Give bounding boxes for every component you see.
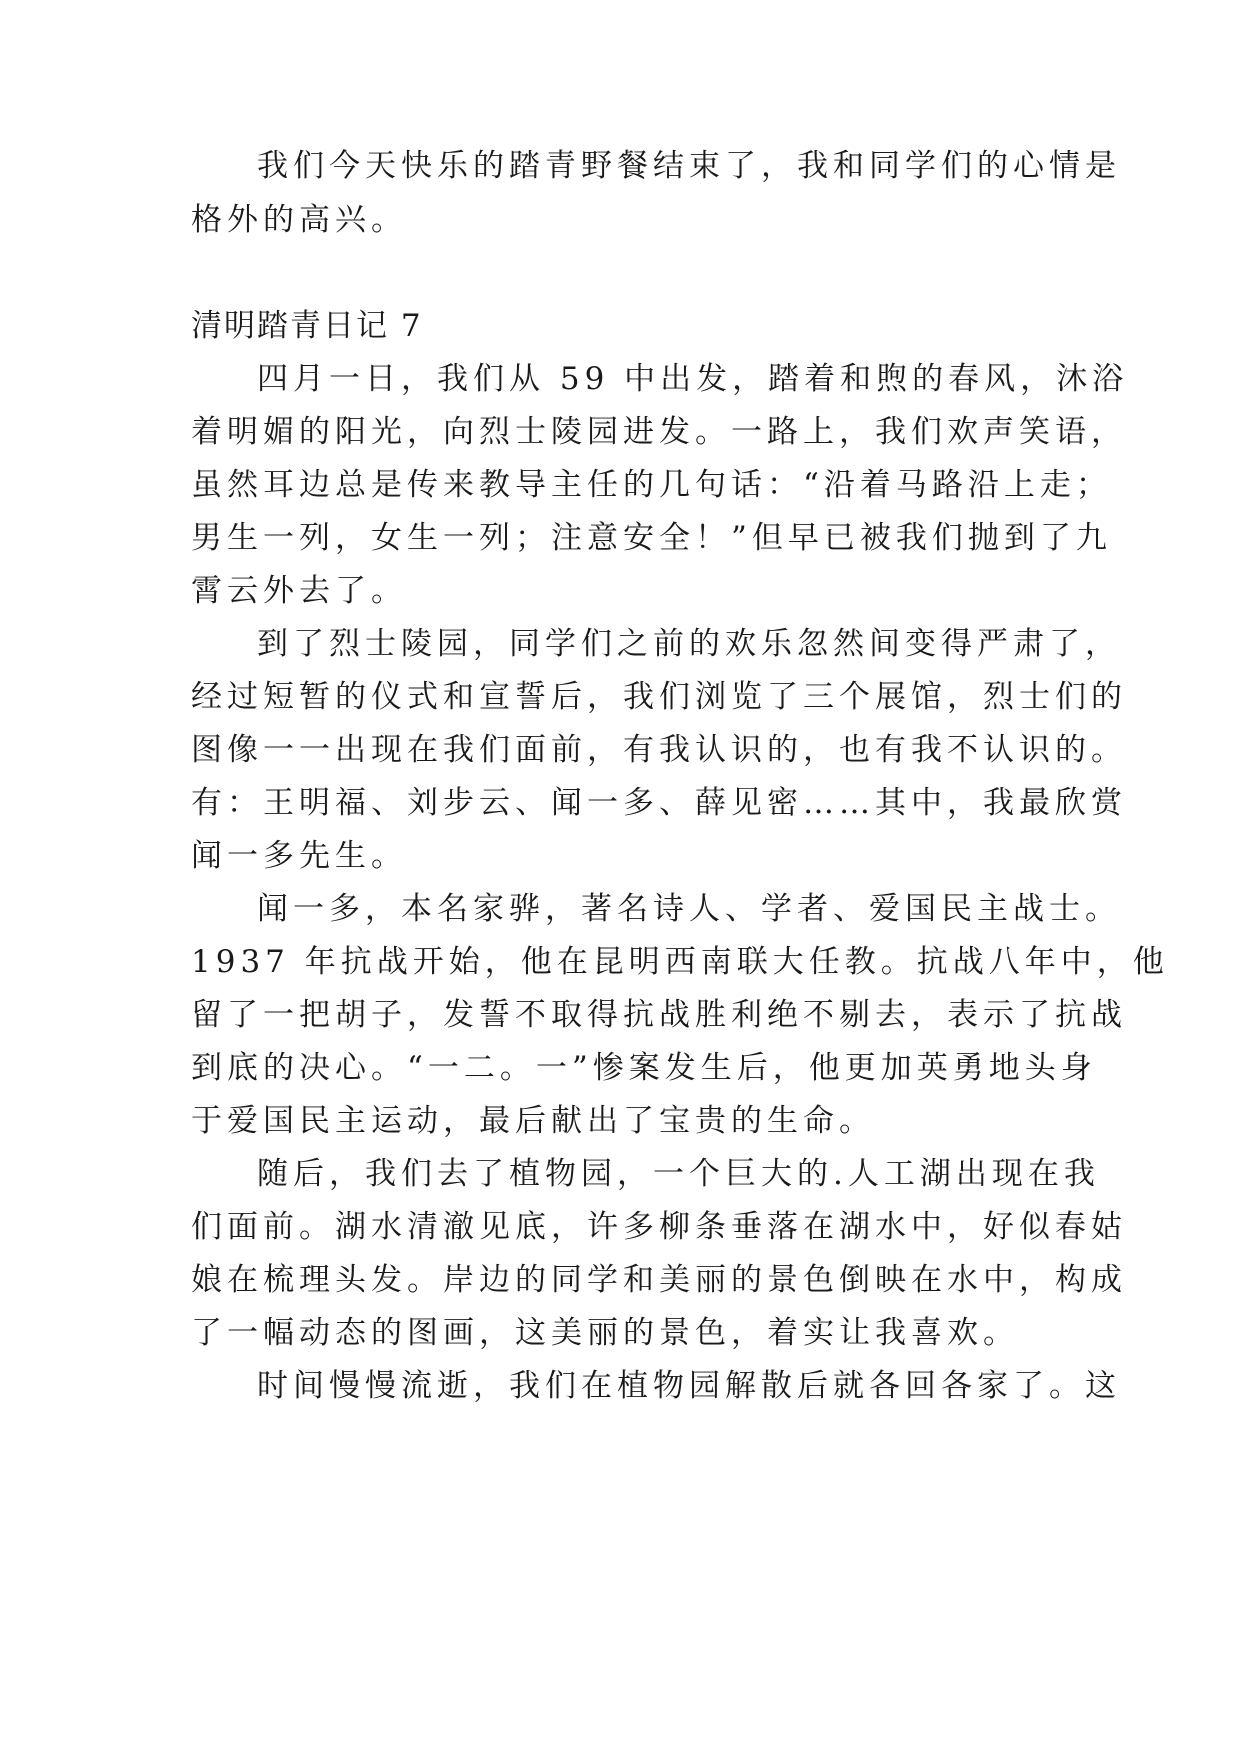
paragraph-line: 留了一把胡子，发誓不取得抗战胜利绝不剔去，表示了抗战 (191, 997, 1127, 1033)
paragraph-line: 经过短暂的仪式和宣誓后，我们浏览了三个展馆，烈士们的 (191, 679, 1127, 715)
paragraph-line: 到底的决心。“一二。一”惨案发生后，他更加英勇地头身 (191, 1050, 1097, 1086)
paragraph-line: 闻一多先生。 (191, 838, 407, 874)
paragraph-line: 格外的高兴。 (191, 202, 407, 238)
paragraph-line: 有：王明福、刘步云、闻一多、薛见密……其中，我最欣赏 (191, 785, 1127, 821)
paragraph-line: 图像一一出现在我们面前，有我认识的，也有我不认识的。 (191, 732, 1127, 768)
paragraph-line: 男生一列，女生一列；注意安全！”但早已被我们抛到了九 (191, 520, 1112, 556)
paragraph-line: 们面前。湖水清澈见底，许多柳条垂落在湖水中，好似春姑 (191, 1209, 1127, 1245)
paragraph-line: 闻一多，本名家骅，著名诗人、学者、爱国民主战士。 (257, 891, 1121, 927)
paragraph-line: 于爱国民主运动，最后献出了宝贵的生命。 (191, 1103, 875, 1139)
paragraph-line: 我们今天快乐的踏青野餐结束了，我和同学们的心情是 (257, 148, 1121, 184)
section-title: 清明踏青日记 7 (191, 308, 423, 344)
paragraph-line: 四月一日，我们从 59 中出发，踏着和煦的春风，沐浴 (257, 361, 1129, 397)
paragraph-line: 霄云外去了。 (191, 573, 407, 609)
paragraph-line: 虽然耳边总是传来教导主任的几句话：“沿着马路沿上走； (191, 467, 1112, 503)
paragraph-line: 时间慢慢流逝，我们在植物园解散后就各回各家了。这 (257, 1368, 1121, 1404)
paragraph-line: 1937 年抗战开始，他在昆明西南联大任教。抗战八年中，他 (191, 944, 1169, 980)
paragraph-line: 到了烈士陵园，同学们之前的欢乐忽然间变得严肃了， (257, 626, 1121, 662)
paragraph-line: 了一幅动态的图画，这美丽的景色，着实让我喜欢。 (191, 1315, 1019, 1351)
paragraph-line: 娘在梳理头发。岸边的同学和美丽的景色倒映在水中，构成 (191, 1262, 1127, 1298)
paragraph-line: 着明媚的阳光，向烈士陵园进发。一路上，我们欢声笑语， (191, 414, 1127, 450)
paragraph-line: 随后，我们去了植物园，一个巨大的.人工湖出现在我 (257, 1156, 1100, 1192)
